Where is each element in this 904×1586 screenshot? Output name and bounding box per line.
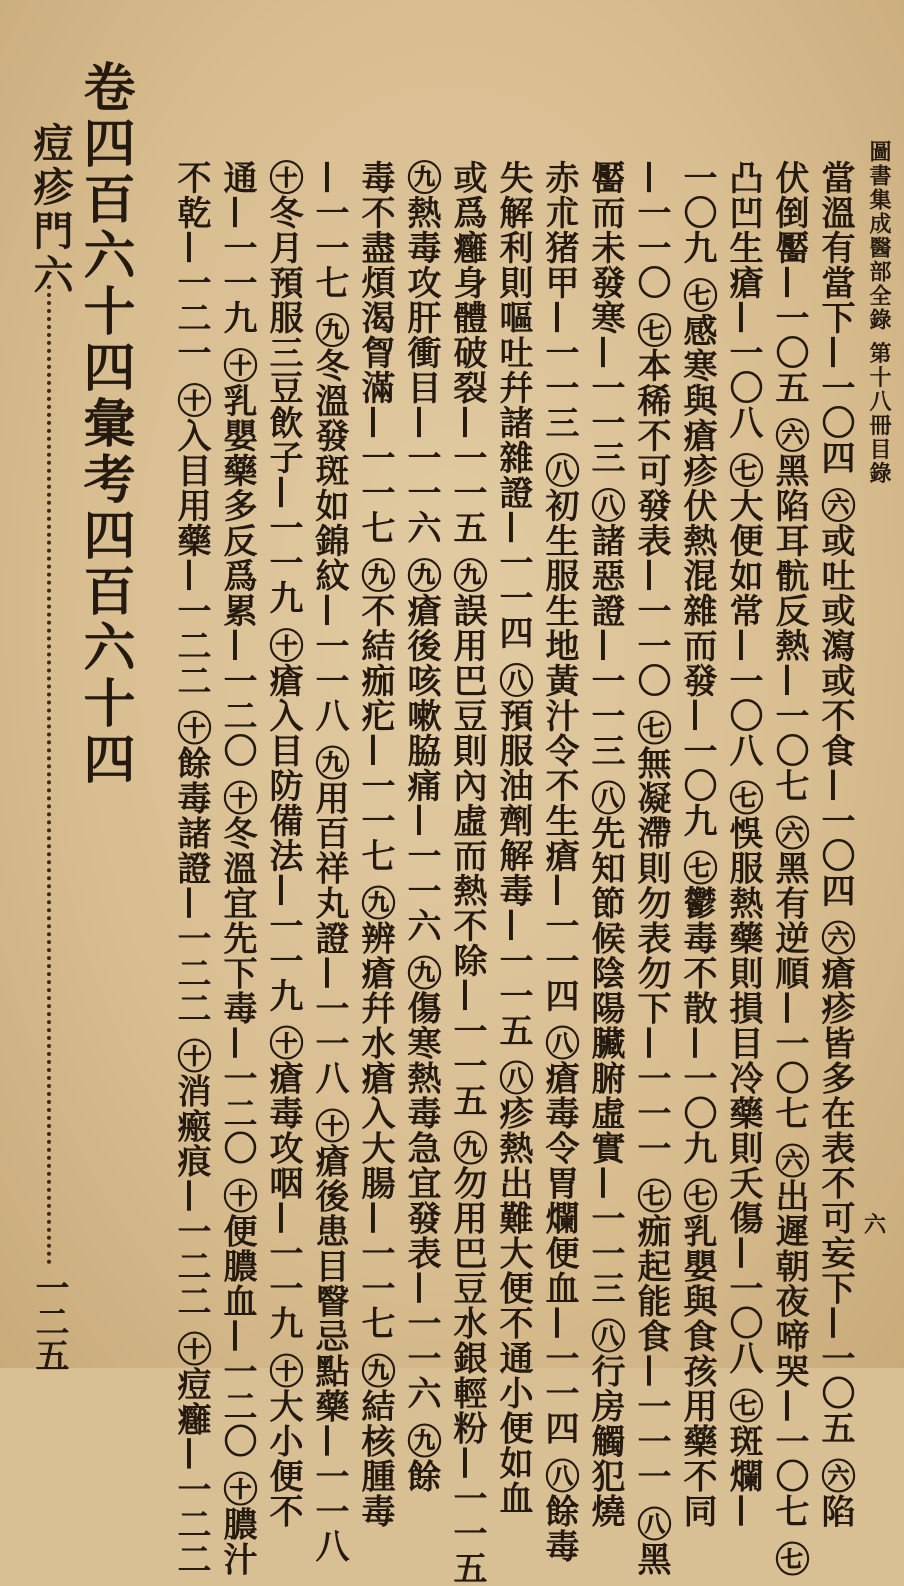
toc-column: 凸凹生瘡—一〇八 ㊆大便如常—一〇八 ㊆悞服熱藥則損目冷藥則夭傷—一〇八 ㊆斑爛—	[723, 160, 763, 1529]
toc-column: 失解利則嘔吐幷諸雜證—一一四 ㊇預服油劑解毒—一一五 ㊇疹熱出難大便不通小便如血	[493, 160, 533, 1516]
toc-column: 不乾—一二一 ㊉入目用藥—一二二 ㊉餘毒諸證—一二二 ㊉消瘢痕—一二二 ㊉痘癰—一二二	[171, 160, 211, 1577]
section-page-number: 一二五	[29, 1270, 69, 1372]
toc-column: 毒不盡煩渴胷滿—一一七 ㊈不結痂疕—一一七 ㊈辨瘡幷水瘡入大腸—一一七 ㊈結核腫毒	[355, 160, 395, 1529]
toc-column: 赤朮猪甲—一一三 ㊇初生服生地黃汁令不生瘡—一一四 ㊇瘡毒令胃爛便血—一一四 ㊇餘毒	[539, 160, 579, 1564]
toc-column: 當溫有當下—一〇四 ㊅或吐或瀉或不食—一〇四 ㊅瘡疹皆多在表不可妄下—一〇五 ㊅陷	[815, 160, 855, 1529]
dot-leader	[47, 285, 51, 1265]
toc-column: 一〇九 ㊆感寒與瘡疹伏熱混雜而發—一〇九 ㊆鬱毒不散—一〇九 ㊆乳嬰與食孩用藥不同	[677, 160, 717, 1529]
toc-column: —一一七 ㊈冬溫發斑如錦紋—一一八 ㊈用百祥丸證—一一八 ㊉瘡後患目瞖忌點藥—一一八	[309, 160, 349, 1564]
volume-title: 卷四百六十四彙考四百六十四	[74, 60, 135, 788]
toc-column: 靨而未發寒—一一三 ㊇諸惡證—一一三 ㊇先知節候陰陽臟腑虛實—一一三 ㊇行房觸犯燒	[585, 160, 625, 1529]
toc-column: —一一〇 ㊆本稀不可發表—一一〇 ㊆無凝滯則勿表勿下—一一一 ㊆痂起能食—一一一 ㊇黑	[631, 160, 671, 1577]
toc-column: ㊉冬月預服三豆飲子—一一九 ㊉瘡入目防備法—一一九 ㊉瘡毒攻咽—一一九 ㊉大小便不	[263, 160, 303, 1529]
toc-column: 或爲癰身體破裂—一一五 ㊈誤用巴豆則內虛而熱不除—一一五 ㊈勿用巴豆水銀輕粉—一一五	[447, 160, 487, 1586]
toc-column: 通—一一九 ㊉乳嬰藥多反爲累—一二〇 ㊉冬溫宜先下毒—一二〇 ㊉便膿血—一二〇 ㊉膿汁	[217, 160, 257, 1577]
page-number-top: 六	[863, 1212, 886, 1238]
section-title: 痘疹門六	[27, 122, 74, 298]
toc-column: ㊈熱毒攻肝衝目—一一六 ㊈瘡後咳嗽脇痛—一一六 ㊈傷寒熱毒急宜發表—一一六 ㊈餘	[401, 160, 441, 1494]
running-header: 圖書集成醫部全錄 第十八冊目錄	[866, 140, 892, 486]
toc-column: 伏倒靨—一〇五 ㊅黑陷耳骯反熱—一〇七 ㊅黑有逆順—一〇七 ㊅出遲朝夜啼哭—一〇七 ㊆	[769, 160, 809, 1577]
